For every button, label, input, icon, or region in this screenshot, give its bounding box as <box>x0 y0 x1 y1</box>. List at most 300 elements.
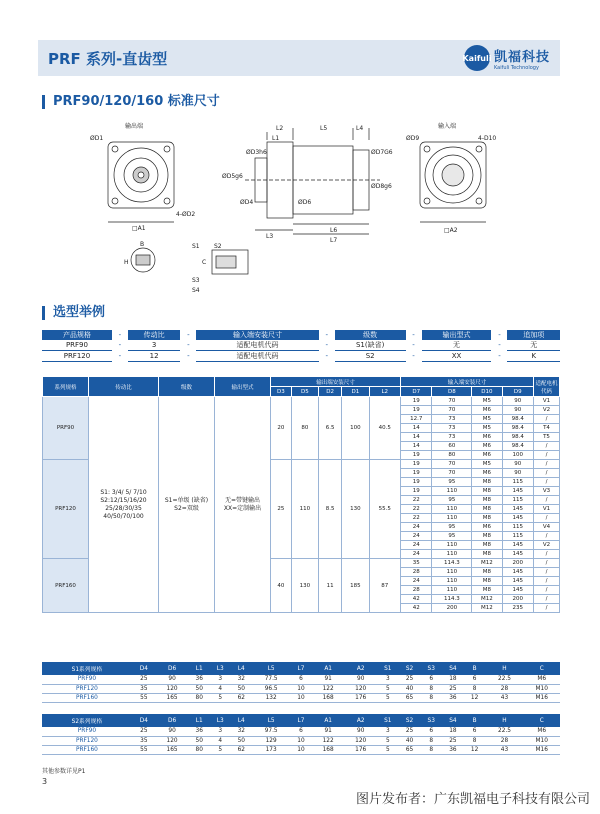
table-cell: 6 <box>420 727 442 736</box>
input-dim-cell: / <box>534 469 560 478</box>
output-dim-cell: 130 <box>342 460 369 559</box>
table-cell: 50 <box>230 736 252 745</box>
column-header: D4 <box>132 662 156 675</box>
input-dim-cell: 110 <box>432 586 472 595</box>
input-dim-cell: / <box>534 559 560 568</box>
table-cell: 35 <box>132 684 156 693</box>
table-cell: 5 <box>377 693 399 702</box>
input-dim-cell: M5 <box>472 415 502 424</box>
input-dim-cell: M8 <box>472 514 502 523</box>
table-cell: 10 <box>290 736 312 745</box>
table-cell: 176 <box>344 745 377 754</box>
table-cell: 129 <box>252 736 290 745</box>
table-cell: 5 <box>377 736 399 745</box>
table-row <box>42 684 560 693</box>
table-cell: 8 <box>420 736 442 745</box>
input-dim-cell: 22 <box>400 505 431 514</box>
column-header: L5 <box>252 714 290 727</box>
dim-label: 4-ØD2 <box>176 211 196 218</box>
output-dim-cell: 20 <box>271 397 292 460</box>
dimension-drawings <box>40 118 560 298</box>
dim-label: L3 <box>266 233 274 240</box>
input-dim-cell: 114.3 <box>432 595 472 604</box>
column-header: D6 <box>156 662 189 675</box>
brand-logo-icon: Kaifuli <box>464 45 490 71</box>
dim-label: ØD6 <box>298 199 312 206</box>
input-dim-cell: 42 <box>400 595 431 604</box>
input-end-label: 输入端 <box>438 123 457 130</box>
input-dim-cell: 90 <box>502 460 533 469</box>
input-dim-cell: 60 <box>432 442 472 451</box>
table-cell: 3 <box>377 727 399 736</box>
input-dim-cell: M8 <box>472 550 502 559</box>
input-dim-cell: 115 <box>502 496 533 505</box>
input-dim-cell: 110 <box>432 550 472 559</box>
input-dim-cell: 24 <box>400 550 431 559</box>
input-dim-cell: 145 <box>502 568 533 577</box>
input-dim-cell: 90 <box>502 406 533 415</box>
input-dim-cell: V3 <box>534 487 560 496</box>
input-dim-cell: 95 <box>432 496 472 505</box>
table-row <box>42 693 560 702</box>
table-cell: 36 <box>188 727 210 736</box>
table-cell: 25 <box>132 727 156 736</box>
input-dim-cell: 98.4 <box>502 433 533 442</box>
table-cell: 50 <box>188 684 210 693</box>
table-cell: M16 <box>523 745 560 754</box>
input-dim-cell: / <box>534 451 560 460</box>
brand <box>464 45 550 71</box>
input-dim-cell: 24 <box>400 523 431 532</box>
table-cell: 168 <box>312 693 345 702</box>
table-cell: PRF160 <box>42 693 132 702</box>
input-dim-cell: M8 <box>472 541 502 550</box>
input-dim-cell: / <box>534 550 560 559</box>
column-header: S1系列规格 <box>42 662 132 675</box>
input-dim-cell: M8 <box>472 478 502 487</box>
s1-dimension-table <box>42 662 560 703</box>
table-cell: 32 <box>230 675 252 684</box>
input-dim-cell: M12 <box>472 559 502 568</box>
table-cell: 36 <box>442 745 464 754</box>
table-cell: 90 <box>344 675 377 684</box>
table-cell: 50 <box>188 736 210 745</box>
table-row: PRF90 - 3 - 适配电机代码 - S1(缺省) - 无 - 无 <box>42 340 560 351</box>
input-dim-cell: / <box>534 586 560 595</box>
table-cell: 165 <box>156 745 189 754</box>
table-cell: 8 <box>420 745 442 754</box>
output-dim-cell: 40 <box>271 559 292 613</box>
table-cell: 28 <box>485 736 523 745</box>
input-dim-cell: 28 <box>400 586 431 595</box>
input-dim-cell: M8 <box>472 577 502 586</box>
input-dim-cell: M8 <box>472 496 502 505</box>
column-header: H <box>485 714 523 727</box>
table-cell: 32 <box>230 727 252 736</box>
page-header <box>38 40 560 76</box>
brand-name: 凯福科技 <box>493 49 550 65</box>
dim-label: L4 <box>356 125 364 132</box>
input-dim-cell: 110 <box>432 568 472 577</box>
input-dim-cell: 110 <box>432 505 472 514</box>
table-cell: 4 <box>210 684 230 693</box>
table-cell: PRF120 <box>42 736 132 745</box>
input-dim-cell: 28 <box>400 568 431 577</box>
input-dim-cell: M6 <box>472 442 502 451</box>
input-dim-cell: V1 <box>534 397 560 406</box>
column-header: S1 <box>377 662 399 675</box>
table-cell: 8 <box>464 736 486 745</box>
input-dim-cell: 70 <box>432 469 472 478</box>
input-dim-cell: T4 <box>534 424 560 433</box>
input-dim-cell: 200 <box>502 595 533 604</box>
column-header: L3 <box>210 662 230 675</box>
input-dim-cell: M12 <box>472 595 502 604</box>
input-dim-cell: 73 <box>432 415 472 424</box>
input-dim-cell: M6 <box>472 523 502 532</box>
table-cell: 5 <box>210 693 230 702</box>
input-dim-cell: 14 <box>400 424 431 433</box>
input-dim-cell: 110 <box>432 577 472 586</box>
output-dim-cell: 55.5 <box>369 460 400 559</box>
column-header: L5 <box>252 662 290 675</box>
table-cell: 25 <box>442 736 464 745</box>
stage-cell: S1=单级 (缺省) S2=双级 <box>159 397 215 613</box>
output-dim-cell: 25 <box>271 460 292 559</box>
column-header: D6 <box>156 714 189 727</box>
column-header: A1 <box>312 714 345 727</box>
table-cell: 65 <box>399 693 421 702</box>
table-cell: 43 <box>485 745 523 754</box>
column-header: L3 <box>210 714 230 727</box>
input-dim-cell: 95 <box>432 532 472 541</box>
table-cell: 18 <box>442 727 464 736</box>
table-cell: 168 <box>312 745 345 754</box>
series-cell: PRF160 <box>43 559 89 613</box>
input-dim-cell: 114.3 <box>432 559 472 568</box>
input-dim-cell: 14 <box>400 442 431 451</box>
table-cell: 8 <box>420 693 442 702</box>
table-cell: 3 <box>377 675 399 684</box>
table-cell: 3 <box>210 675 230 684</box>
table-cell: 25 <box>399 675 421 684</box>
table-cell: 28 <box>485 684 523 693</box>
input-dim-cell: 110 <box>432 541 472 550</box>
dim-label: B <box>140 241 145 248</box>
table-cell: PRF120 <box>42 684 132 693</box>
table-cell: 80 <box>188 693 210 702</box>
input-dim-cell: / <box>534 604 560 613</box>
input-dim-cell: M6 <box>472 451 502 460</box>
input-dim-cell: M6 <box>472 469 502 478</box>
table-row <box>42 745 560 754</box>
column-header: L4 <box>230 714 252 727</box>
dim-label: ØD4 <box>240 199 254 206</box>
brand-name-en: Kaifuli Technology <box>493 64 539 71</box>
page-title: PRF 系列-直齿型 <box>48 49 168 68</box>
dim-label: L1 <box>272 135 280 142</box>
table-cell: 3 <box>210 727 230 736</box>
input-dim-cell: V4 <box>534 523 560 532</box>
input-dim-cell: 145 <box>502 505 533 514</box>
table-cell: PRF160 <box>42 745 132 754</box>
input-dim-cell: 100 <box>502 451 533 460</box>
dim-label: L6 <box>330 227 338 234</box>
input-dim-cell: / <box>534 577 560 586</box>
table-row <box>42 727 560 736</box>
table-cell: 55 <box>132 693 156 702</box>
input-dim-cell: M5 <box>472 397 502 406</box>
output-dim-cell: 100 <box>342 397 369 460</box>
table-cell: 4 <box>210 736 230 745</box>
table-cell: 120 <box>156 736 189 745</box>
input-dim-cell: 19 <box>400 451 431 460</box>
table-row <box>42 675 560 684</box>
dim-label: □A1 <box>132 225 146 232</box>
table-row: 产品规格 - 传动比 - 输入端安装尺寸 - 级数 - 输出型式 - 追加项 <box>42 330 560 340</box>
table-cell: 91 <box>312 727 345 736</box>
dim-label: L5 <box>320 125 328 132</box>
table-cell: M10 <box>523 684 560 693</box>
table-cell: 22.5 <box>485 675 523 684</box>
input-dim-cell: 90 <box>502 397 533 406</box>
input-dim-cell: 145 <box>502 577 533 586</box>
table-cell: 10 <box>290 684 312 693</box>
table-cell: 90 <box>156 675 189 684</box>
input-dim-cell: 19 <box>400 460 431 469</box>
table-cell: 36 <box>188 675 210 684</box>
input-dim-cell: 145 <box>502 514 533 523</box>
table-row <box>42 736 560 745</box>
input-dim-cell: M8 <box>472 532 502 541</box>
series-cell: PRF90 <box>43 397 89 460</box>
input-dim-cell: 98.4 <box>502 424 533 433</box>
table-cell: 22.5 <box>485 727 523 736</box>
input-dim-cell: 145 <box>502 487 533 496</box>
input-dim-cell: 14 <box>400 433 431 442</box>
table-cell: 6 <box>290 675 312 684</box>
input-dim-cell: / <box>534 460 560 469</box>
column-header: S3 <box>420 714 442 727</box>
table-cell: 96.5 <box>252 684 290 693</box>
dim-label: ØD9 <box>406 135 420 142</box>
column-header: S4 <box>442 662 464 675</box>
table-cell: 62 <box>230 693 252 702</box>
output-end-label: 输出端 <box>125 123 144 130</box>
column-header: L7 <box>290 662 312 675</box>
output-type-cell: 无=带键输出 XX=定制输出 <box>215 397 271 613</box>
s2-dimension-table <box>42 714 560 755</box>
table-cell: 120 <box>344 736 377 745</box>
column-header: D4 <box>132 714 156 727</box>
column-header: S1 <box>377 714 399 727</box>
output-dim-cell: 11 <box>319 559 342 613</box>
dim-label: ØD3h6 <box>246 149 267 156</box>
dim-label: S2 <box>214 243 222 250</box>
table-cell: 77.5 <box>252 675 290 684</box>
dim-label: ØD8g6 <box>371 183 392 190</box>
table-row <box>43 397 560 406</box>
column-header: S2系列规格 <box>42 714 132 727</box>
publisher-credit: 图片发布者：广东凯福电子科技有限公司 <box>355 792 590 807</box>
table-cell: M6 <box>523 675 560 684</box>
input-dim-cell: 22 <box>400 514 431 523</box>
table-cell: 50 <box>230 684 252 693</box>
dim-label: C <box>202 259 207 266</box>
input-dim-cell: 115 <box>502 478 533 487</box>
input-dim-cell: 98.4 <box>502 415 533 424</box>
table-cell: 12 <box>464 693 486 702</box>
technical-drawing <box>40 118 560 298</box>
dim-label: □A2 <box>444 227 458 234</box>
output-dim-cell: 40.5 <box>369 397 400 460</box>
input-dim-cell: 145 <box>502 586 533 595</box>
input-dim-cell: 235 <box>502 604 533 613</box>
table-cell: 12 <box>464 745 486 754</box>
column-header: C <box>523 714 560 727</box>
input-dim-cell: 110 <box>432 487 472 496</box>
dim-label: S4 <box>192 287 200 294</box>
dim-label: S3 <box>192 277 200 284</box>
specification-table: 系列规格 传动比 级数 输出型式 输出端安装尺寸 输入端安装尺寸 适配电机代码 D3 D5 D2 D1 L2 D7 D8 D10 D9 PRF90 S1: 3/4/ 5/ 7/10 S2:12/15/16/20 25/28/30/35 40/50/70/100 S1=单级 (缺省) S2=双级 无=带键输出 XX=定制输出 20 80 6.5 100 40.5 19 70 M5 90 V1 19 70 M6 90 V2 12.7 73 M5 98.4 / 14 73 M5 98.4 T4 14 73 M6 98.4 T5 14 60 M6 98.4 / 19 80 M6 100 / PRF120 25 110 8.5 130 55.5 19 70 M5 90 / 19 70 M6 90 / 19 95 M8 115 / 19 110 M8 145 V3 22 95 M8 115 / 22 110 M8 145 V1 22 110 M8 145 / 24 95 M6 115 V4 24 95 M8 115 / 24 110 M8 145 V2 24 110 M8 145 / PRF160 40 130 11 185 87 35 114.3 M12 200 / 28 110 M8 145 / 24 110 M8 145 / 28 110 M8 145 / 42 114.3 M12 200 / 42 200 M12 235 / <box>42 376 560 613</box>
table-cell: PRF90 <box>42 727 132 736</box>
input-dim-cell: V2 <box>534 406 560 415</box>
input-dim-cell: M8 <box>472 568 502 577</box>
column-header: A2 <box>344 662 377 675</box>
table-cell: PRF90 <box>42 675 132 684</box>
column-header: B <box>464 662 486 675</box>
table-cell: 6 <box>464 675 486 684</box>
column-header: A2 <box>344 714 377 727</box>
input-dim-cell: 95 <box>432 478 472 487</box>
input-dim-cell: / <box>534 514 560 523</box>
dim-label: L2 <box>276 125 284 132</box>
output-dim-cell: 80 <box>291 397 318 460</box>
column-header: H <box>485 662 523 675</box>
table-cell: 55 <box>132 745 156 754</box>
input-dim-cell: 19 <box>400 487 431 496</box>
input-dim-cell: / <box>534 478 560 487</box>
table-cell: 5 <box>210 745 230 754</box>
output-dim-cell: 110 <box>291 460 318 559</box>
section-title-dimensions: PRF90/120/160 标准尺寸 <box>42 95 220 109</box>
input-dim-cell: / <box>534 496 560 505</box>
column-header: L1 <box>188 662 210 675</box>
table-cell: 132 <box>252 693 290 702</box>
table-cell: 25 <box>442 684 464 693</box>
column-header: L7 <box>290 714 312 727</box>
table-cell: 122 <box>312 684 345 693</box>
ratio-cell: S1: 3/4/ 5/ 7/10 S2:12/15/16/20 25/28/30/35 40/50/70/100 <box>89 397 159 613</box>
input-dim-cell: 200 <box>502 559 533 568</box>
input-dim-cell: 35 <box>400 559 431 568</box>
table-cell: 40 <box>399 684 421 693</box>
table-cell: 91 <box>312 675 345 684</box>
input-dim-cell: M5 <box>472 424 502 433</box>
input-dim-cell: 145 <box>502 550 533 559</box>
table-cell: 120 <box>156 684 189 693</box>
input-dim-cell: 200 <box>432 604 472 613</box>
input-dim-cell: T5 <box>534 433 560 442</box>
input-dim-cell: 19 <box>400 406 431 415</box>
input-dim-cell: 115 <box>502 532 533 541</box>
table-cell: 176 <box>344 693 377 702</box>
dim-label: S1 <box>192 243 200 250</box>
input-dim-cell: 24 <box>400 541 431 550</box>
dim-label: ØD7G6 <box>371 149 393 156</box>
input-dim-cell: V2 <box>534 541 560 550</box>
input-dim-cell: 42 <box>400 604 431 613</box>
table-cell: M10 <box>523 736 560 745</box>
input-dim-cell: 70 <box>432 460 472 469</box>
input-dim-cell: M6 <box>472 406 502 415</box>
input-dim-cell: / <box>534 442 560 451</box>
dim-label: L7 <box>330 237 338 244</box>
input-dim-cell: 145 <box>502 541 533 550</box>
table-cell: 165 <box>156 693 189 702</box>
input-dim-cell: 12.7 <box>400 415 431 424</box>
input-dim-cell: M5 <box>472 460 502 469</box>
output-dim-cell: 8.5 <box>319 460 342 559</box>
table-cell: 90 <box>156 727 189 736</box>
table-cell: 6 <box>464 727 486 736</box>
input-dim-cell: 110 <box>432 514 472 523</box>
output-dim-cell: 6.5 <box>319 397 342 460</box>
table-cell: 122 <box>312 736 345 745</box>
input-dim-cell: 19 <box>400 397 431 406</box>
table-cell: 36 <box>442 693 464 702</box>
dim-label: H <box>124 259 129 266</box>
input-dim-cell: / <box>534 532 560 541</box>
footnote: 其他参数详见P1 <box>42 768 86 775</box>
table-cell: 97.5 <box>252 727 290 736</box>
table-cell: 5 <box>377 684 399 693</box>
input-dim-cell: 95 <box>432 523 472 532</box>
table-cell: 35 <box>132 736 156 745</box>
input-dim-cell: / <box>534 415 560 424</box>
input-dim-cell: 98.4 <box>502 442 533 451</box>
table-cell: 40 <box>399 736 421 745</box>
table-cell: 8 <box>464 684 486 693</box>
output-dim-cell: 185 <box>342 559 369 613</box>
output-dim-cell: 87 <box>369 559 400 613</box>
table-cell: 120 <box>344 684 377 693</box>
column-header: C <box>523 662 560 675</box>
column-header: L4 <box>230 662 252 675</box>
input-dim-cell: 80 <box>432 451 472 460</box>
table-cell: 10 <box>290 693 312 702</box>
table-cell: 173 <box>252 745 290 754</box>
input-dim-cell: 24 <box>400 532 431 541</box>
table-cell: M16 <box>523 693 560 702</box>
table-cell: 6 <box>290 727 312 736</box>
table-cell: 90 <box>344 727 377 736</box>
table-cell: 25 <box>399 727 421 736</box>
column-header: S2 <box>399 662 421 675</box>
input-dim-cell: 73 <box>432 424 472 433</box>
table-cell: 8 <box>420 684 442 693</box>
table-cell: 80 <box>188 745 210 754</box>
input-dim-cell: 22 <box>400 496 431 505</box>
input-dim-cell: M8 <box>472 586 502 595</box>
column-header: S3 <box>420 662 442 675</box>
input-dim-cell: 70 <box>432 406 472 415</box>
table-cell: 65 <box>399 745 421 754</box>
table-cell: 25 <box>132 675 156 684</box>
input-dim-cell: 19 <box>400 469 431 478</box>
input-dim-cell: V1 <box>534 505 560 514</box>
input-dim-cell: / <box>534 595 560 604</box>
